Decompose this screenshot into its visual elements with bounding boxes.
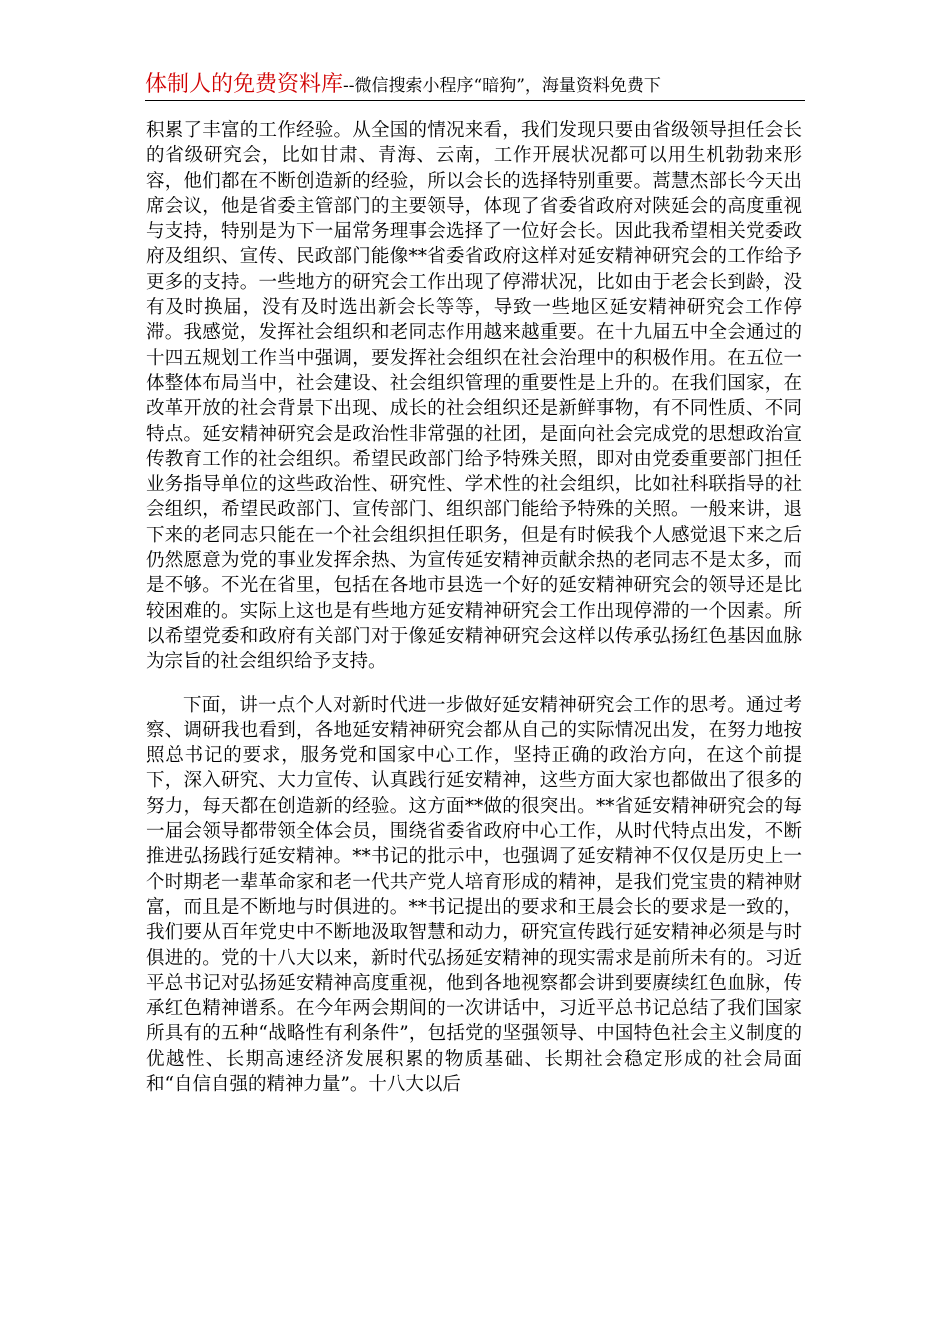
paragraph: 积累了丰富的工作经验。从全国的情况来看，我们发现只要由省级领导担任会长的省级研究会，比如甘肃、青海、云南，工作开展状况都可以用生机勃勃来形容，他们都在不断创造新的经验，所以会长的选择特别重要。蒿慧杰部长今天出席会议，他是省委主管部门的主要领导，体现了省委省政府对陕延会的高度重视与支持，特别是为下一届常务理事会选择了一位好会长。因此我希望相关党委政府及组织、宣传、民政部门能像**省委省政府这样对延安精神研究会的工作给予更多的支持。一些地方的研究会工作出现了停滞状况，比如由于老会长到龄，没有及时换届，没有及时选出新会长等等，导致一些地区延安精神研究会工作停滞。我感觉，发挥社会组织和老同志作用越来越重要。在十九届五中全会通过的十四五规划工作当中强调，要发挥社会组织在社会治理中的积极作用。在五位一体整体布局当中，社会建设、社会组织管理的重要性是上升的。在我们国家，在改革开放的社会背景下出现、成长的社会组织还是新鲜事物，有不同性质、不同特点。延安精神研究会是政治性非常强的社团，是面向社会完成党的思想政治宣传教育工作的社会组织。希望民政部门给予特殊关照，即对由党委重要部门担任业务指导单位的这些政治性、研究性、学术性的社会组织，比如社科联指导的社会组织，希望民政部门、宣传部门、组织部门能给予特殊的关照。一般来讲，退下来的老同志只能在一个社会组织担任职务，但是有时候我个人感觉退下来之后仍然愿意为党的事业发挥余热、为宣传延安精神贡献余热的老同志不是太多，而是不够。不光在省里，包括在各地市县选一个好的延安精神研究会的领导还是比较困难的。实际上这也是有些地方延安精神研究会工作出现停滞的一个因素。所以希望党委和政府有关部门对于像延安精神研究会这样以传承弘扬红色基因血脉为宗旨的社会组织给予支持。 <box>146 120 802 673</box>
page-header <box>145 70 805 101</box>
header-brand: 体制人的免费资料库 <box>145 72 344 97</box>
header-subtitle: --微信搜索小程序“暗狗”，海量资料免费下 <box>343 76 661 96</box>
paragraph: 下面，讲一点个人对新时代进一步做好延安精神研究会工作的思考。通过考察、调研我也看到，各地延安精神研究会都从自己的实际情况出发，在努力地按照总书记的要求，服务党和国家中心工作，坚持正确的政治方向，在这个前提下，深入研究、大力宣传、认真践行延安精神，这些方面大家也都做出了很多的努力，每天都在创造新的经验。这方面**做的很突出。**省延安精神研究会的每一届会领导都带领全体会员，围绕省委省政府中心工作，从时代特点出发，不断推进弘扬践行延安精神。**书记的批示中，也强调了延安精神不仅仅是历史上一个时期老一辈革命家和老一代共产党人培育形成的精神，是我们党宝贵的精神财富，而且是不断地与时俱进的。**书记提出的要求和王晨会长的要求是一致的，我们要从百年党史中不断地汲取智慧和动力，研究宣传践行延安精神必须是与时俱进的。党的十八大以来，新时代弘扬延安精神的现实需求是前所未有的。习近平总书记对弘扬延安精神高度重视，他到各地视察都会讲到要赓续红色血脉，传承红色精神谱系。在今年两会期间的一次讲话中，习近平总书记总结了我们国家所具有的五种“战略性有利条件”，包括党的坚强领导、中国特色社会主义制度的优越性、长期高速经济发展积累的物质基础、长期社会稳定形成的社会局面和“自信自强的精神力量”。十八大以后 <box>146 694 802 1095</box>
document-body <box>146 118 802 1097</box>
